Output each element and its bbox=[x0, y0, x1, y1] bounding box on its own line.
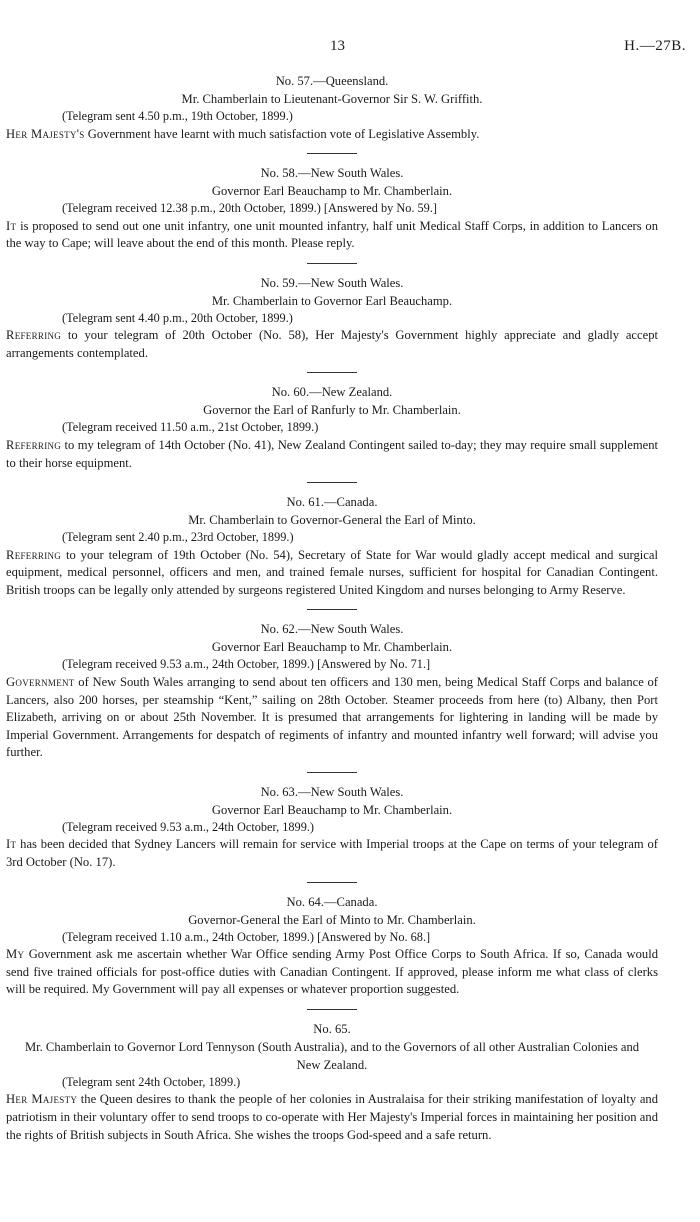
document-reference: H.—27B. bbox=[624, 38, 686, 54]
divider bbox=[307, 882, 357, 883]
telegram-date: (Telegram received 9.53 a.m., 24th October, 1899.) [Answered by No. 71.] bbox=[62, 657, 431, 672]
entry-lead: Referring bbox=[6, 547, 62, 562]
entry-text: to your telegram of 20th October (No. 58), Her Majesty's Government highly appreciate and gladly accept arrangements contemplated. bbox=[6, 328, 658, 360]
telegram-entry-57 bbox=[6, 72, 658, 143]
entry-body bbox=[6, 836, 658, 871]
divider bbox=[307, 482, 357, 483]
entry-body bbox=[6, 327, 658, 362]
telegram-date: (Telegram received 12.38 p.m., 20th October, 1899.) [Answered by No. 59.] bbox=[62, 201, 437, 216]
entry-heading: No. 63.—New South Wales. bbox=[260, 784, 404, 799]
entry-lead: Her Majesty's bbox=[6, 126, 85, 141]
telegram-entry-63 bbox=[6, 783, 658, 872]
entry-heading: No. 58.—New South Wales. bbox=[260, 166, 404, 181]
entry-subheading: Governor the Earl of Ranfurly to Mr. Chamberlain. bbox=[203, 403, 461, 418]
entry-body bbox=[6, 547, 658, 600]
entry-subheading: Governor Earl Beauchamp to Mr. Chamberlain. bbox=[211, 184, 453, 199]
entry-lead: It bbox=[6, 218, 17, 233]
entry-text: Government have learnt with much satisfaction vote of Legislative Assembly. bbox=[84, 126, 480, 141]
telegram-entry-62 bbox=[6, 620, 658, 761]
entry-body bbox=[6, 437, 658, 472]
entry-subheading: Mr. Chamberlain to Lieutenant-Governor Sir S. W. Griffith. bbox=[181, 92, 483, 106]
entry-lead: It bbox=[6, 837, 17, 852]
entry-heading: No. 60.—New Zealand. bbox=[271, 385, 393, 400]
entry-subheading: Mr. Chamberlain to Governor Earl Beauchamp. bbox=[211, 293, 453, 308]
telegram-entry-64 bbox=[6, 893, 658, 999]
telegram-entry-61 bbox=[6, 493, 658, 599]
telegram-entry-65 bbox=[6, 1020, 658, 1144]
entry-heading: No. 65. bbox=[313, 1021, 351, 1036]
entry-body bbox=[6, 1091, 658, 1144]
entry-text: Government ask me ascertain whether War Office sending Army Post Office Corps to South Africa. If so, Canada would send five trained officials for post-office duties with Canadian Contingent. If approved, please inform me what class of clerks will be required. My Government will pay all expenses or whatever proportion suggested. bbox=[6, 947, 658, 997]
entry-body bbox=[6, 126, 658, 144]
entry-text: the Queen desires to thank the people of her colonies in Australaisa for their striking manifestation of loyalty and patriotism in their voluntary offer to send troops to co-operate with Her Majesty's Imperial forces in maintaining her position and the rights of British subjects in South Africa. She wishes the troops God-speed and a safe return. bbox=[6, 1092, 658, 1142]
entry-lead: Government bbox=[6, 674, 75, 689]
divider bbox=[307, 1009, 357, 1010]
entry-heading: No. 57.—Queensland. bbox=[275, 74, 389, 88]
telegram-date: (Telegram sent 2.40 p.m., 23rd October, 1899.) bbox=[62, 530, 294, 545]
telegram-date: (Telegram received 11.50 a.m., 21st October, 1899.) bbox=[62, 420, 319, 435]
entry-text: of New South Wales arranging to send about ten officers and 130 men, being Medical Staff Corps and balance of Lancers, also 200 horses, per steamship “Kent,” sailing on 28th October. Steamer proceeds from here (to) Albany, then Port Elizabeth, arriving on or about 25th November. It is presumed that arrangements for lightering in landing will be made by Imperial Government. Arrangements for despatch of regiments of infantry and mounted infantry well forward; will advise you further. bbox=[6, 674, 658, 760]
entry-lead: Referring bbox=[6, 437, 62, 452]
page-header bbox=[0, 38, 700, 58]
document-body bbox=[6, 72, 658, 1144]
entry-subheading: Governor Earl Beauchamp to Mr. Chamberlain. bbox=[211, 802, 453, 817]
telegram-date: (Telegram sent 4.40 p.m., 20th October, 1899.) bbox=[62, 310, 293, 325]
divider bbox=[307, 263, 357, 264]
entry-heading: No. 59.—New South Wales. bbox=[260, 275, 404, 290]
divider bbox=[307, 609, 357, 610]
telegram-entry-58 bbox=[6, 164, 658, 253]
entry-heading: No. 62.—New South Wales. bbox=[260, 622, 404, 637]
entry-text: is proposed to send out one unit infantry, one unit mounted infantry, half unit Medical Staff Corps, in addition to Lancers on the way to Cape; will leave about the end of this month. Please reply. bbox=[6, 218, 658, 251]
entry-body bbox=[6, 674, 658, 762]
entry-heading: No. 64.—Canada. bbox=[286, 894, 378, 909]
page-number: 13 bbox=[330, 38, 345, 54]
entry-lead: Her Majesty bbox=[6, 1092, 78, 1107]
telegram-date: (Telegram sent 24th October, 1899.) bbox=[62, 1074, 241, 1089]
entry-body bbox=[6, 218, 658, 253]
entry-text: to your telegram of 19th October (No. 54), Secretary of State for War would gladly accept medical and surgical equipment, medical personnel, officers and men, and trained female nurses, sufficient for hospital for Canadian Contingent. British troops can be legally only attended by surgeons registered United Kingdom and nurses belonging to Army Reserve. bbox=[6, 547, 658, 597]
telegram-entry-59 bbox=[6, 274, 658, 363]
telegram-date: (Telegram received 1.10 a.m., 24th October, 1899.) [Answered by No. 68.] bbox=[62, 929, 431, 944]
entry-lead: My bbox=[6, 947, 25, 962]
entry-subheading: Mr. Chamberlain to Governor Lord Tennyson (South Australia), and to the Governors of all other Australian Colonies and New Zealand. bbox=[24, 1039, 640, 1072]
entry-text: to my telegram of 14th October (No. 41), New Zealand Contingent sailed to-day; they may require small supplement to their horse equipment. bbox=[6, 437, 658, 470]
divider bbox=[307, 153, 357, 154]
entry-subheading: Governor-General the Earl of Minto to Mr. Chamberlain. bbox=[188, 912, 476, 927]
entry-heading: No. 61.—Canada. bbox=[286, 495, 378, 510]
divider bbox=[307, 372, 357, 373]
entry-subheading: Mr. Chamberlain to Governor-General the Earl of Minto. bbox=[188, 513, 476, 528]
telegram-date: (Telegram received 9.53 a.m., 24th October, 1899.) bbox=[62, 819, 315, 834]
divider bbox=[307, 772, 357, 773]
entry-text: has been decided that Sydney Lancers will remain for service with Imperial troops at the Cape on terms of your telegram of 3rd October (No. 17). bbox=[6, 837, 658, 869]
entry-subheading: Governor Earl Beauchamp to Mr. Chamberlain. bbox=[211, 640, 453, 655]
entry-body bbox=[6, 946, 658, 999]
telegram-date: (Telegram sent 4.50 p.m., 19th October, 1899.) bbox=[62, 109, 293, 123]
entry-lead: Referring bbox=[6, 328, 62, 343]
telegram-entry-60 bbox=[6, 383, 658, 472]
